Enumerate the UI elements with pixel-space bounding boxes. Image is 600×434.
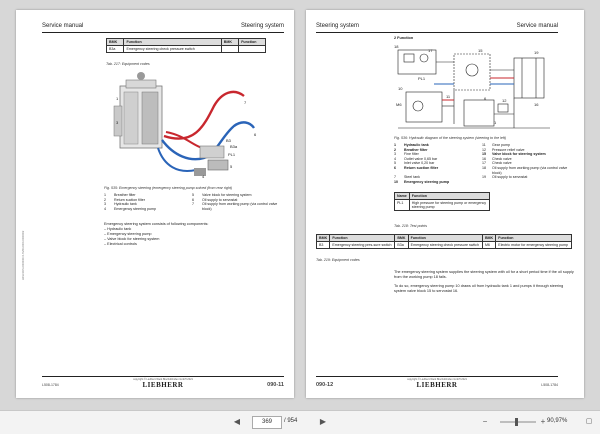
table-cell: PL1 (395, 200, 410, 211)
legend-text: Oil supply from working pump (via control valve block) (202, 202, 278, 211)
zoom-in-icon[interactable]: + (540, 417, 546, 426)
table-cell: B3 (317, 242, 330, 249)
legend-text: Valve block for steering system (492, 152, 546, 157)
table-cell: B3a (395, 242, 408, 249)
zoom-out-icon[interactable]: − (482, 417, 488, 426)
bullet-dash: – (104, 242, 108, 246)
table-cell: Electric motor for emergency steering pump (496, 242, 572, 249)
legend-text: Outlet valve 0,65 bar (404, 156, 438, 161)
table-caption: Tab. 219: Equipment codes (316, 258, 360, 262)
page-header (42, 23, 284, 33)
table-header-cell: Function (409, 193, 489, 200)
liebherr-logo: LIEBHERR (416, 381, 458, 389)
svg-text:11: 11 (446, 94, 451, 99)
legend-item (482, 175, 572, 180)
svg-text:19: 19 (534, 50, 539, 55)
svg-text:B3a: B3a (230, 144, 238, 149)
page-footer (42, 376, 284, 391)
legend-text: Emergency steering pump (404, 179, 450, 184)
legend-number: 12 (482, 147, 486, 152)
components-intro: Emergency steering system consists of following components: (104, 222, 209, 226)
svg-text:6: 6 (254, 132, 257, 137)
table-header-cell: BMK (221, 39, 238, 46)
svg-text:PL1: PL1 (228, 152, 236, 157)
legend-number: 4 (394, 156, 396, 161)
fit-page-icon[interactable]: ▢ (585, 418, 593, 425)
svg-text:M6: M6 (396, 102, 402, 107)
header-right: Steering system (240, 23, 284, 29)
svg-text:15: 15 (478, 48, 483, 53)
figure-legend-left (394, 143, 480, 184)
legend-number: 6 (192, 197, 194, 202)
valve-block-shape (208, 160, 228, 170)
legend-number: 2 (104, 197, 106, 202)
table-header-cell: BMK (107, 39, 124, 46)
prev-page-icon[interactable]: ◀ (233, 417, 241, 426)
legend-text: Oil supply to servostat (202, 197, 238, 202)
test-points-table (394, 192, 490, 211)
legend-text: Inlet valve 0,20 bar (404, 161, 435, 166)
legend-text: Hydraulic tank (404, 143, 429, 147)
viewer-toolbar (0, 410, 600, 434)
side-code-text: LWH-SDS-0000000-5-SVW-0000-0000002 (22, 230, 25, 280)
svg-text:10: 10 (398, 86, 403, 91)
page-number: 090-11 (267, 382, 284, 388)
legend-item (482, 166, 572, 175)
figure-legend-right (482, 143, 572, 180)
table-cell (221, 46, 238, 53)
legend-number: 3 (394, 152, 396, 157)
list-item-text: Electrical controls (107, 242, 137, 246)
svg-text:16: 16 (534, 102, 539, 107)
equipment-codes-table (106, 38, 266, 53)
table-header-cell: Function (496, 235, 572, 242)
legend-number: 6 (394, 165, 396, 170)
footer-copyright: copyright © Liebherr-Werk Bischofshofen GmbH 2021 (407, 378, 467, 381)
page-number: 090-12 (316, 382, 334, 388)
legend-text: Breather filter (404, 147, 428, 152)
components-list (104, 227, 274, 247)
table-cell: Emergency steering check pressure switch (124, 46, 221, 53)
bullet-dash: – (104, 232, 108, 236)
table-header-cell: Function (408, 235, 482, 242)
legend-number: 11 (482, 143, 486, 147)
figure-legend-left (104, 193, 184, 211)
figure-caption: Fig. 536: Hydraulic diagram of the steering system (steering to the left) (394, 136, 507, 140)
page-header (316, 23, 558, 33)
legend-text: Emergency steering pump (114, 206, 156, 211)
svg-text:3: 3 (116, 120, 119, 125)
emergency-pump-shape (200, 146, 224, 158)
table-cell: M6 (482, 242, 495, 249)
legend-number: 1 (104, 193, 106, 197)
svg-text:B3: B3 (226, 138, 231, 143)
table-cell: High pressure for steering pump or emergency steering pump (409, 200, 489, 211)
table-cell: B3a (107, 46, 124, 53)
svg-text:17: 17 (428, 48, 433, 53)
footer-copyright: copyright © Liebherr-Werk Bischofshofen GmbH 2021 (133, 378, 193, 381)
legend-number: 19 (482, 175, 486, 180)
legend-text: Check valve (492, 161, 512, 166)
legend-number: 15 (482, 152, 486, 157)
table-header-cell: Function (124, 39, 221, 46)
page-number-input[interactable]: 369 (252, 416, 282, 429)
paragraph-1: The emergency steering system supplies the steering system with oil for a short period time if the oil supply from the working pump 18 fails. (394, 270, 574, 279)
table-cell (239, 46, 266, 53)
table-cell: Emergency steering pres-sure switch (330, 242, 395, 249)
svg-text:12: 12 (502, 98, 507, 103)
svg-text:PL1: PL1 (418, 76, 426, 81)
right-page (306, 10, 584, 398)
legend-text: Return suction filter (114, 197, 145, 202)
legend-number: 7 (192, 202, 194, 207)
legend-number: 18 (482, 165, 486, 170)
table-caption: Tab. 218: Test points (394, 224, 428, 228)
list-item-text: Emergency steering pump (107, 232, 152, 236)
legend-number: 1 (394, 143, 396, 147)
svg-text:1: 1 (494, 120, 497, 125)
figure-legend-right (192, 193, 282, 211)
emergency-steering-illustration (104, 66, 264, 184)
legend-text: Oil supply from working pump (via control valve block) (492, 165, 568, 175)
svg-text:4: 4 (202, 174, 205, 179)
legend-number: 5 (192, 193, 194, 197)
svg-text:7: 7 (244, 100, 247, 105)
hydraulic-diagram (394, 44, 554, 134)
footer-doc-code: L508-1784 (541, 383, 558, 387)
bullet-dash: – (104, 227, 108, 231)
table-header-cell: BMK (395, 235, 408, 242)
table-row (395, 200, 490, 211)
side-document-code (22, 160, 26, 280)
liebherr-logo: LIEBHERR (142, 381, 184, 389)
table-header-cell: Function (239, 39, 266, 46)
legend-number: 3 (104, 202, 106, 207)
page-footer (316, 376, 558, 391)
legend-number: 2 (394, 147, 396, 152)
legend-number: 4 (104, 206, 106, 211)
total-pages: / 954 (284, 418, 298, 424)
legend-text: Return suction filter (404, 165, 439, 170)
legend-number: 17 (482, 161, 486, 166)
legend-number: 10 (394, 179, 398, 184)
svg-text:18: 18 (394, 44, 399, 49)
next-page-icon[interactable]: ▶ (319, 417, 327, 426)
legend-text: Oil supply to servostat (492, 175, 528, 180)
zoom-level: 90,97% (547, 418, 568, 424)
table-cell: Emergency steering check pressure switch (408, 242, 482, 249)
legend-number: 7 (394, 175, 396, 180)
equipment-codes-table (316, 234, 572, 249)
table-row (107, 46, 266, 53)
legend-text: Fine filter (404, 152, 419, 157)
legend-text: Check valve (492, 156, 512, 161)
zoom-slider[interactable] (498, 416, 538, 428)
table-header-cell: BMK (317, 235, 330, 242)
legend-text: Pressure relief valve (492, 147, 525, 152)
list-item (104, 242, 274, 247)
table-header-cell: BMK (482, 235, 495, 242)
header-left: Service manual (42, 23, 84, 29)
list-item-text: Hydraulic tank (107, 227, 132, 231)
list-item-text: Valve block for steering system (107, 237, 160, 241)
legend-number: 5 (394, 161, 396, 166)
legend-number: 16 (482, 156, 486, 161)
table-header-cell: Function (330, 235, 395, 242)
footer-doc-code: L508-1784 (42, 383, 59, 387)
table-row (317, 242, 572, 249)
legend-item (394, 180, 480, 185)
paragraph-2: To do so, emergency steering pump 10 draws oil from hydraulic tank 1 and pumps it through steering system valve block 15 to servostat 16. (394, 284, 564, 293)
table-caption: Tab. 217: Equipment codes (106, 62, 150, 66)
legend-text: Hydraulic tank (114, 202, 137, 207)
svg-text:5: 5 (230, 164, 233, 169)
table-header-cell: Name (395, 193, 410, 200)
svg-text:1: 1 (116, 96, 119, 101)
legend-text: Gear pump (492, 143, 510, 147)
legend-item (104, 207, 184, 212)
diagram-title: 2 Function (394, 36, 414, 40)
header-left: Steering system (316, 23, 360, 29)
left-page (16, 10, 294, 398)
svg-text:6: 6 (484, 96, 487, 101)
legend-item (192, 202, 282, 211)
figure-caption: Fig. 535: Emergency steering (emergency steering pump solved (from rear right) (104, 186, 233, 190)
header-right: Service manual (516, 23, 558, 29)
legend-text: Steel tank (404, 175, 420, 180)
bullet-dash: – (104, 237, 108, 241)
legend-text: Valve block for steering system (202, 193, 252, 197)
legend-text: Breather filter (114, 193, 136, 197)
